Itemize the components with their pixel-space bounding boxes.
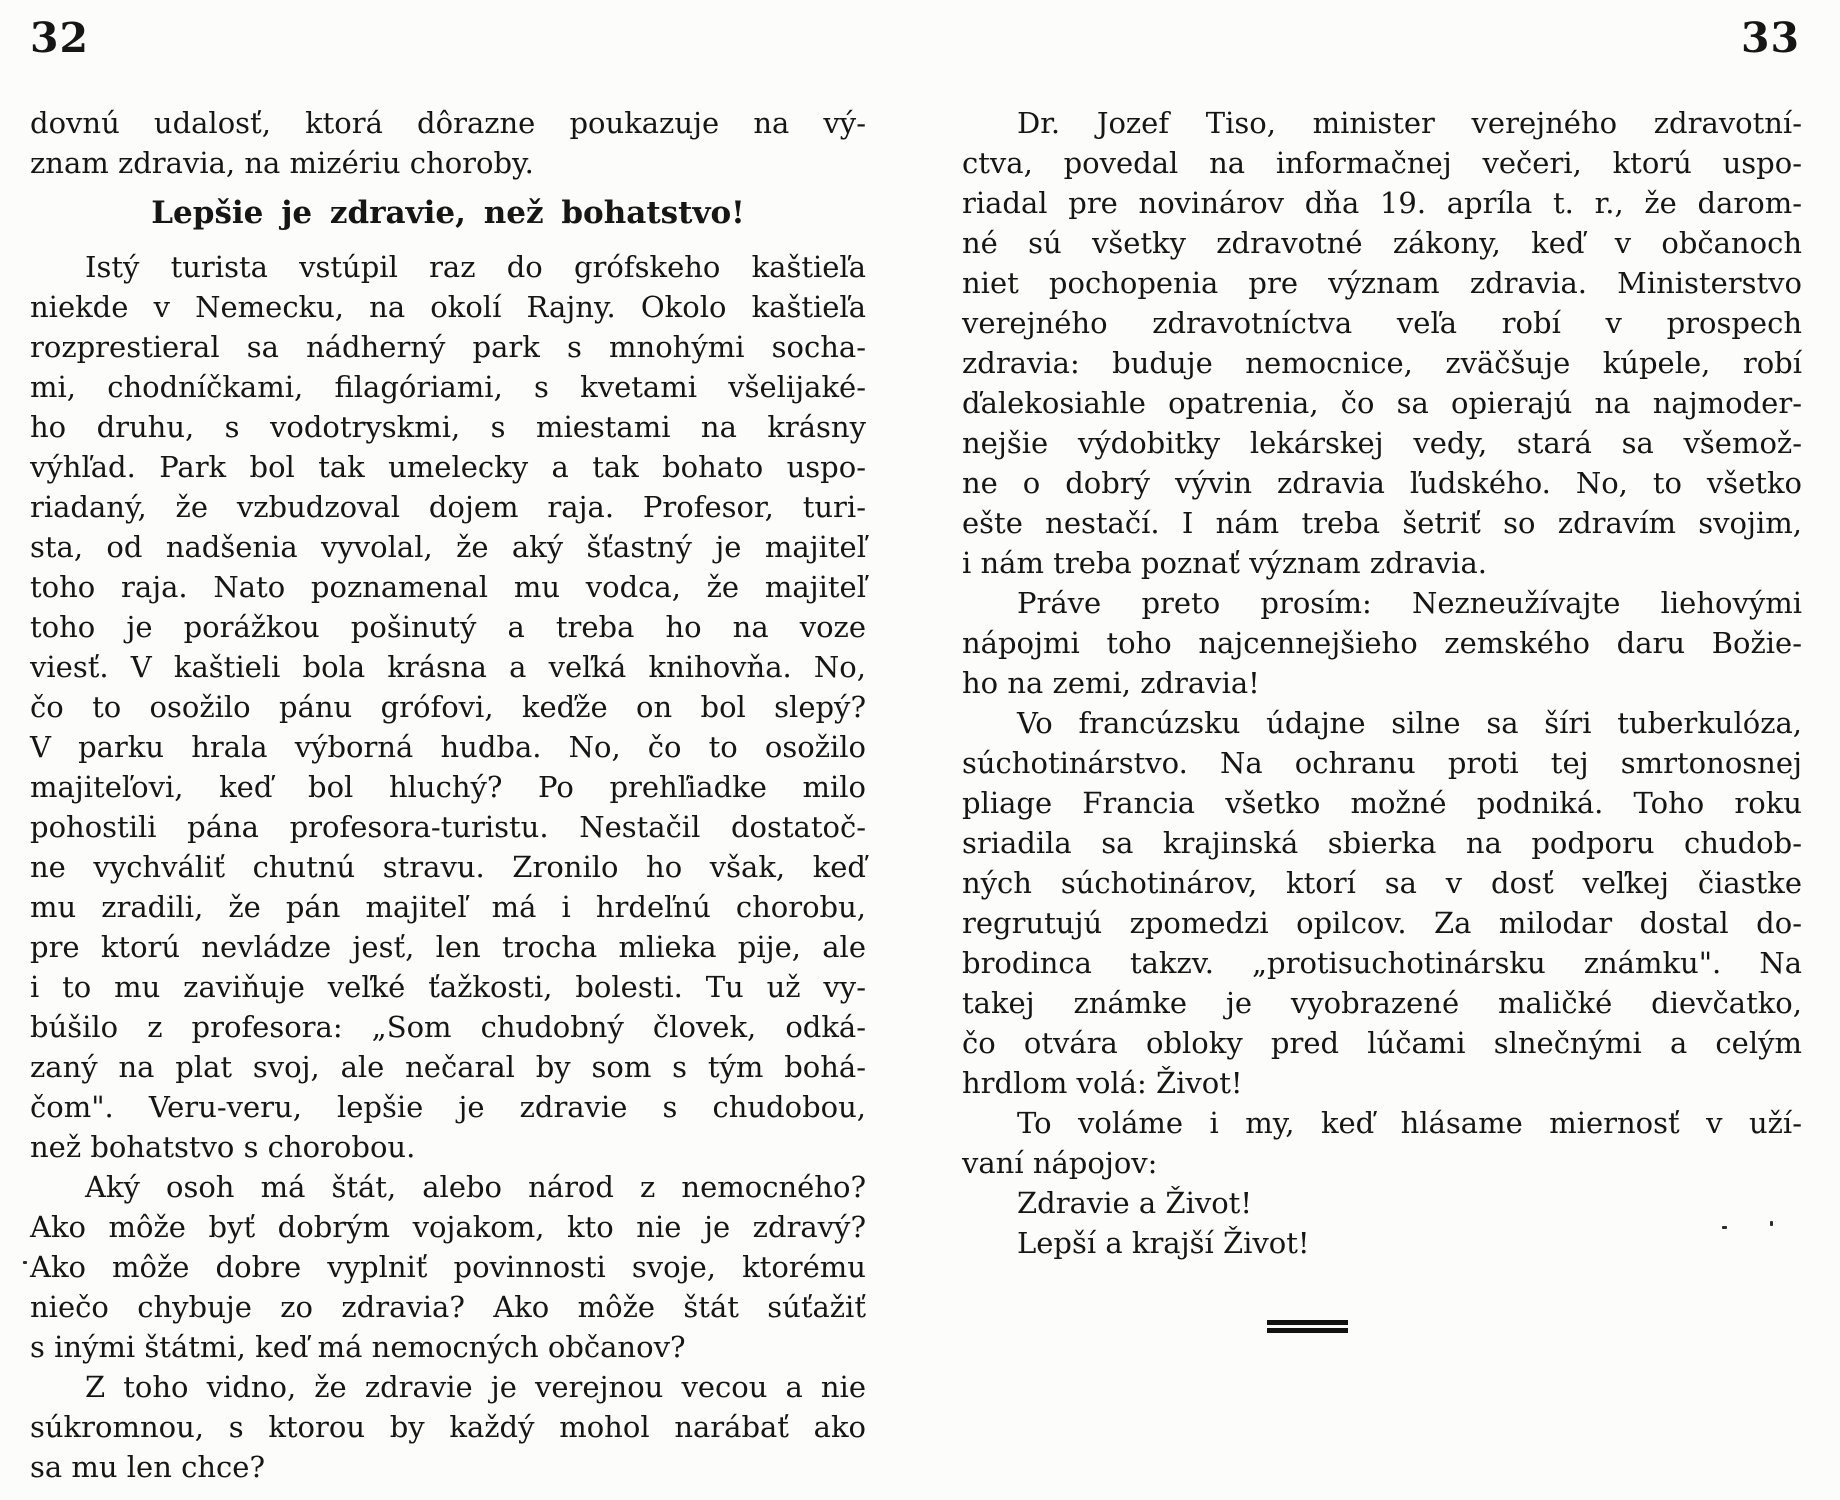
text-line: mu zradili, že pán majiteľ má i hrdeľnú chorobu,: [30, 890, 866, 924]
page-number-left: 32: [30, 14, 90, 62]
text-line: majiteľovi, keď bol hluchý? Po prehľiadke milo: [30, 770, 866, 804]
text-line: takej známke je vyobrazené maličké dievčatko,: [962, 986, 1802, 1020]
text-line: Zdravie a Život!: [1017, 1186, 1252, 1220]
text-line: nejšie výdobitky lekárskej vedy, stará sa všemož-: [962, 426, 1802, 460]
text-line: ných súchotinárov, ktorí sa v dosť veľkej čiastke: [962, 866, 1802, 900]
text-line: Ako môže dobre vyplniť povinnosti svoje, ktorému: [30, 1250, 866, 1284]
text-line: s inými štátmi, keď má nemocných občanov?: [30, 1330, 686, 1364]
text-line: Istý turista vstúpil raz do grófskeho kaštieľa: [85, 250, 866, 284]
text-line: nápojmi toho najcennejšieho zemského daru Božie-: [962, 626, 1802, 660]
text-line: zaný na plat svoj, ale nečaral by som s tým bohá-: [30, 1050, 866, 1084]
text-line: Lepší a krajší Život!: [1017, 1226, 1310, 1260]
text-line: sta, od nadšenia vyvolal, že aký šťastný je majiteľ: [30, 530, 866, 564]
text-line: i nám treba poznať význam zdravia.: [962, 546, 1487, 580]
text-line: pohostili pána profesora-turistu. Nestačil dostatoč-: [30, 810, 866, 844]
text-line: viesť. V kaštieli bola krásna a veľká knihovňa. No,: [30, 650, 866, 684]
text-line: To voláme i my, keď hlásame miernosť v uží-: [1017, 1106, 1802, 1140]
text-line: čo to osožilo pánu grófovi, keďže on bol slepý?: [30, 690, 866, 724]
text-line: ho na zemi, zdravia!: [962, 666, 1260, 700]
text-line: Práve preto prosím: Nezneužívajte liehovými: [1017, 586, 1802, 620]
text-line: V parku hrala výborná hudba. No, čo to osožilo: [30, 730, 866, 764]
section-heading: Lepšie je zdravie, než bohatstvo!: [151, 195, 745, 231]
text-line: vaní nápojov:: [962, 1146, 1158, 1180]
text-line: verejného zdravotníctva veľa robí v prospech: [962, 306, 1802, 340]
page-33-text-column: [962, 103, 1802, 1263]
text-line: né sú všetky zdravotné zákony, keď v občanoch: [962, 226, 1802, 260]
text-line: regrutujú zpomedzi opilcov. Za milodar dostal do-: [962, 906, 1802, 940]
text-line: niekde v Nemecku, na okolí Rajny. Okolo kaštieľa: [30, 290, 866, 324]
text-line: niečo chybuje zo zdravia? Ako môže štát súťažiť: [30, 1290, 866, 1324]
text-line: pliage Francia všetko možné podniká. Toho roku: [962, 786, 1802, 820]
text-line: brodinca takzv. „protisuchotinársku známku". Na: [962, 946, 1802, 980]
text-line: sriadila sa krajinská sbierka na podporu chudob-: [962, 826, 1802, 860]
text-line: než bohatstvo s chorobou.: [30, 1130, 416, 1164]
text-line: niet pochopenia pre význam zdravia. Ministerstvo: [962, 266, 1802, 300]
text-line: búšilo z profesora: „Som chudobný človek, odká-: [30, 1010, 866, 1044]
text-line: Z toho vidno, že zdravie je verejnou vecou a nie: [85, 1370, 866, 1404]
scan-speck: [1770, 1221, 1773, 1226]
text-line: ho druhu, s vodotryskmi, s miestami na krásny: [30, 410, 866, 444]
text-line: riadaný, že vzbudzoval dojem raja. Profesor, turi-: [30, 490, 866, 524]
text-line: mi, chodníčkami, filagóriami, s kvetami všelijaké-: [30, 370, 866, 404]
text-line: sa mu len chce?: [30, 1450, 265, 1484]
end-divider: [1267, 1320, 1348, 1333]
text-line: Vo francúzsku údajne silne sa šíri tuberkulóza,: [1017, 706, 1802, 740]
text-line: Ako môže byť dobrým vojakom, kto nie je zdravý?: [30, 1210, 866, 1244]
text-line: ešte nestačí. I nám treba šetriť so zdravím svojim,: [962, 506, 1802, 540]
text-line: dovnú udalosť, ktorá dôrazne poukazuje na vý-: [30, 106, 866, 140]
text-line: i to mu zaviňuje veľké ťažkosti, bolesti. Tu už vy-: [30, 970, 866, 1004]
body-paragraphs: [30, 247, 866, 1487]
text-line: výhľad. Park bol tak umelecky a tak bohato uspo-: [30, 450, 866, 484]
text-line: ne o dobrý vývin zdravia ľudského. No, to všetko: [962, 466, 1802, 500]
text-line: riadal pre novinárov dňa 19. apríla t. r., že darom-: [962, 186, 1802, 220]
text-line: hrdlom volá: Život!: [962, 1066, 1243, 1100]
text-line: Dr. Jozef Tiso, minister verejného zdravotní-: [1017, 106, 1802, 140]
text-line: čo otvára obloky pred lúčami slnečnými a celým: [962, 1026, 1802, 1060]
page-32-text-column: [30, 103, 866, 1487]
text-line: ne vychváliť chutnú stravu. Zronilo ho však, keď: [30, 850, 866, 884]
text-line: pre ktorú nevládze jesť, len trocha mlieka pije, ale: [30, 930, 866, 964]
text-line: zdravia: buduje nemocnice, zväčšuje kúpele, robí: [962, 346, 1802, 380]
text-line: ctva, povedal na informačnej večeri, ktorú uspo-: [962, 146, 1802, 180]
scan-speck: [23, 1261, 27, 1264]
text-line: rozprestieral sa nádherný park s mnohými socha-: [30, 330, 866, 364]
text-line: čom". Veru-veru, lepšie je zdravie s chudobou,: [30, 1090, 866, 1124]
scan-speck: [1722, 1226, 1727, 1229]
intro-paragraph: [30, 103, 866, 183]
text-line: znam zdravia, na mizériu choroby.: [30, 146, 534, 180]
page-number-right: 33: [1740, 14, 1800, 62]
text-line: toho raja. Nato poznamenal mu vodca, že majiteľ: [30, 570, 866, 604]
body-paragraphs: [962, 103, 1802, 1263]
text-line: toho je porážkou pošinutý a treba ho na voze: [30, 610, 866, 644]
text-line: ďalekosiahle opatrenia, čo sa opierajú na najmoder-: [962, 386, 1802, 420]
text-line: Aký osoh má štát, alebo národ z nemocného?: [85, 1170, 866, 1204]
text-line: súchotinárstvo. Na ochranu proti tej smrtonosnej: [962, 746, 1802, 780]
text-line: súkromnou, s ktorou by každý mohol narábať ako: [30, 1410, 866, 1444]
